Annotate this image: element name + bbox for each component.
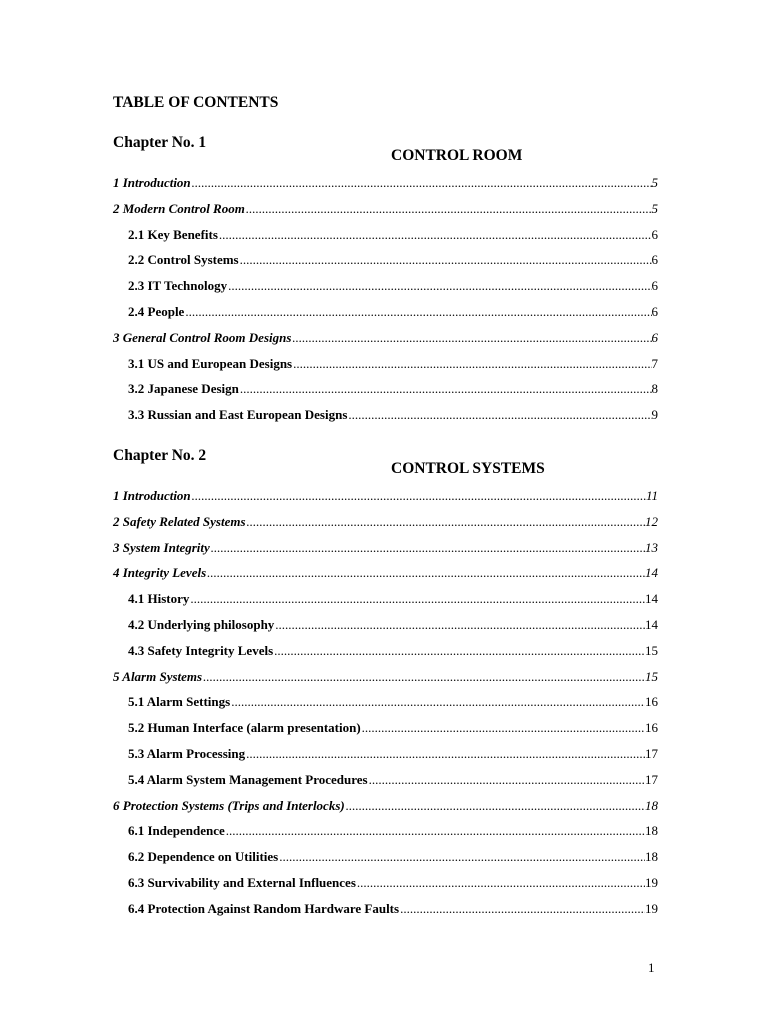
dot-leader — [369, 772, 645, 788]
page-number: 1 — [648, 960, 655, 975]
toc-entry-page: 5 — [651, 175, 658, 190]
toc-entry[interactable] — [113, 901, 658, 927]
toc-entry-label: 6.3 Survivability and External Influences — [128, 874, 356, 890]
toc-entry-label: 2.1 Key Benefits — [128, 226, 218, 242]
toc-entry-label: 5.1 Alarm Settings — [128, 694, 231, 710]
toc-entry-label: 4.3 Safety Integrity Levels — [128, 642, 274, 658]
toc-entry-label: 3.1 US and European Designs — [128, 355, 293, 371]
toc-entry[interactable] — [113, 591, 658, 617]
toc-entry-label: 2 Safety Related Systems — [113, 513, 246, 529]
toc-entry-label: 6.1 Independence — [128, 823, 225, 839]
toc-entry[interactable] — [113, 540, 658, 566]
toc-entry-page: 18 — [645, 823, 658, 839]
dot-leader — [226, 823, 645, 839]
toc-entry-page: 14 — [645, 591, 658, 607]
toc-entry-page: 6 — [651, 278, 658, 294]
toc-entry-label: 3 System Integrity — [113, 539, 210, 555]
toc-entry-page: 6 — [651, 303, 658, 319]
toc-entry-label: 2.2 Control Systems — [128, 252, 239, 268]
toc-entry[interactable] — [113, 381, 658, 407]
toc-entry[interactable] — [113, 772, 658, 798]
dot-leader — [274, 643, 645, 659]
toc-title: TABLE OF CONTENTS — [113, 94, 279, 111]
toc-entry[interactable] — [113, 278, 658, 304]
toc-entry-page: 19 — [645, 874, 658, 890]
toc-entry-label: 6.2 Dependence on Utilities — [128, 849, 279, 865]
toc-entry[interactable] — [113, 617, 658, 643]
dot-leader — [203, 669, 645, 685]
dot-leader — [219, 227, 652, 243]
toc-entry-label: 6 Protection Systems (Trips and Interlocks) — [113, 797, 345, 813]
toc-entry-page: 16 — [645, 694, 658, 710]
dot-leader — [346, 798, 645, 814]
dot-leader — [246, 201, 652, 217]
toc-entry-page: 15 — [645, 642, 658, 658]
dot-leader — [240, 381, 652, 397]
chapter-number: Chapter No. 1 — [113, 134, 207, 151]
dot-leader — [362, 720, 645, 736]
toc-entry-page: 12 — [645, 513, 658, 529]
chapter-2-heading — [113, 447, 658, 487]
chapter-2-entries — [113, 488, 658, 927]
dot-leader — [247, 514, 645, 530]
toc-entry[interactable] — [113, 488, 658, 514]
toc-entry-label: 1 Introduction — [113, 175, 191, 190]
toc-entry-label: 4.2 Underlying philosophy — [128, 616, 275, 632]
toc-entry[interactable] — [113, 252, 658, 278]
toc-entry-label: 5.4 Alarm System Management Procedures — [128, 771, 368, 787]
toc-entry[interactable] — [113, 823, 658, 849]
dot-leader — [275, 617, 645, 633]
toc-entry[interactable] — [113, 356, 658, 382]
toc-entry-page: 9 — [651, 407, 658, 423]
toc-entry-page: 17 — [645, 745, 658, 761]
dot-leader — [207, 565, 645, 581]
chapter-1-entries — [113, 175, 658, 433]
toc-entry-label: 3.2 Japanese Design — [128, 381, 239, 397]
toc-entry[interactable] — [113, 304, 658, 330]
toc-entry[interactable] — [113, 849, 658, 875]
toc-entry-page: 11 — [645, 488, 658, 503]
toc-entry-label: 2 Modern Control Room — [113, 200, 245, 216]
dot-leader — [348, 407, 651, 423]
toc-entry-page: 7 — [651, 355, 658, 371]
chapter-name: CONTROL SYSTEMS — [391, 460, 545, 477]
toc-entry-page: 19 — [645, 900, 658, 916]
toc-entry-label: 4 Integrity Levels — [113, 565, 207, 581]
toc-entry[interactable] — [113, 643, 658, 669]
toc-entry-page: 6 — [651, 329, 658, 345]
dot-leader — [190, 591, 645, 607]
toc-entry-page: 18 — [645, 849, 658, 865]
toc-entry-page: 14 — [645, 565, 658, 581]
dot-leader — [400, 901, 645, 917]
toc-entry-page: 18 — [645, 797, 658, 813]
toc-entry-page: 17 — [645, 771, 658, 787]
toc-entry-label: 6.4 Protection Against Random Hardware Faults — [128, 900, 400, 916]
toc-entry[interactable] — [113, 330, 658, 356]
toc-entry-page: 16 — [645, 720, 658, 736]
toc-entry-label: 3 General Control Room Designs — [113, 329, 292, 345]
dot-leader — [279, 849, 645, 865]
toc-entry-label: 5 Alarm Systems — [113, 668, 203, 684]
toc-entry-page: 8 — [651, 381, 658, 397]
dot-leader — [240, 252, 652, 268]
toc-entry-page: 6 — [651, 226, 658, 242]
toc-entry-page: 14 — [645, 616, 658, 632]
toc-entry[interactable] — [113, 694, 658, 720]
dot-leader — [231, 694, 645, 710]
toc-entry-page: 6 — [651, 252, 658, 268]
toc-entry[interactable] — [113, 746, 658, 772]
toc-entry-page: 13 — [645, 539, 658, 555]
toc-entry[interactable] — [113, 720, 658, 746]
dot-leader — [192, 488, 646, 504]
toc-entry-label: 2.3 IT Technology — [128, 278, 228, 294]
toc-entry-label: 1 Introduction — [113, 488, 191, 503]
dot-leader — [357, 875, 645, 891]
chapter-1-heading — [113, 134, 658, 174]
toc-entry[interactable] — [113, 798, 658, 824]
chapter-name: CONTROL ROOM — [391, 147, 523, 164]
toc-entry[interactable] — [113, 227, 658, 253]
toc-entry-label: 5.2 Human Interface (alarm presentation) — [128, 720, 361, 736]
toc-entry[interactable] — [113, 201, 658, 227]
dot-leader — [192, 175, 652, 191]
toc-entry[interactable] — [113, 875, 658, 901]
toc-entry[interactable] — [113, 175, 658, 201]
dot-leader — [292, 330, 651, 346]
chapter-number: Chapter No. 2 — [113, 447, 207, 464]
toc-entry-label: 3.3 Russian and East European Designs — [128, 407, 348, 423]
dot-leader — [211, 540, 645, 556]
toc-entry[interactable] — [113, 407, 658, 433]
toc-entry-label: 2.4 People — [128, 303, 185, 319]
toc-entry-page: 15 — [645, 668, 658, 684]
dot-leader — [246, 746, 645, 762]
toc-entry-page: 5 — [651, 200, 658, 216]
toc-entry[interactable] — [113, 669, 658, 695]
toc-entry[interactable] — [113, 565, 658, 591]
toc-entry[interactable] — [113, 514, 658, 540]
dot-leader — [228, 278, 651, 294]
dot-leader — [185, 304, 651, 320]
dot-leader — [293, 356, 651, 372]
toc-entry-label: 5.3 Alarm Processing — [128, 745, 246, 761]
toc-entry-label: 4.1 History — [128, 591, 190, 607]
